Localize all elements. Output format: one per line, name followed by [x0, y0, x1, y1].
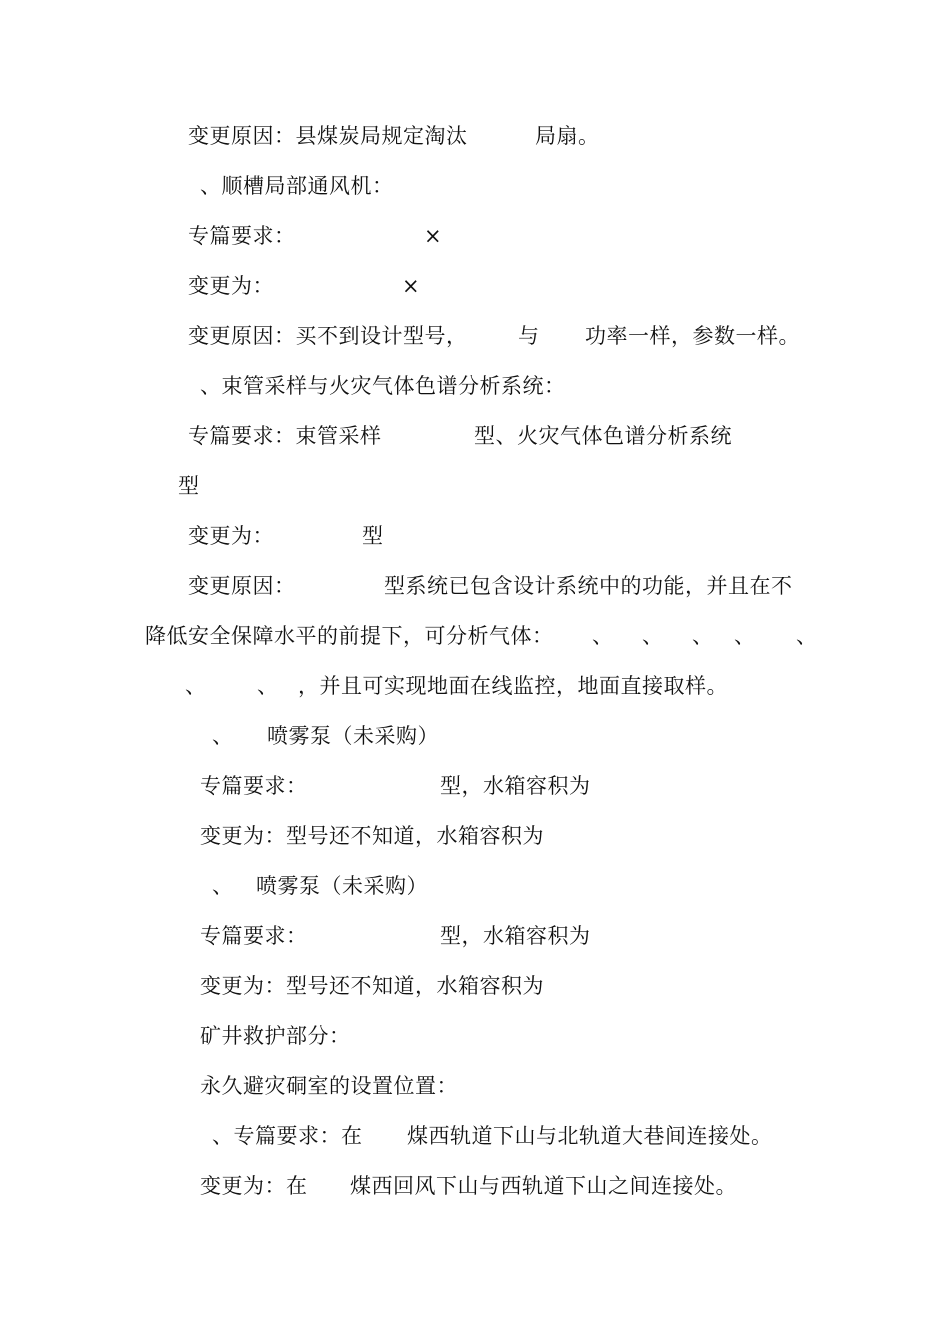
text-line: 变更原因： — [188, 574, 296, 598]
text-line: 型 — [362, 524, 384, 548]
text-line: 专篇要求： — [200, 924, 308, 948]
text-line: 型，水箱容积为 — [440, 774, 591, 798]
section-heading: 永久避灾硐室的设置位置： — [200, 1074, 458, 1098]
text-line: 型，水箱容积为 — [440, 924, 591, 948]
text-line: 、 — [734, 624, 756, 648]
text-line: 煤西轨道下山与北轨道大巷间连接处。 — [407, 1124, 773, 1148]
text-line: 专篇要求： — [200, 774, 308, 798]
section-heading: 、顺槽局部通风机： — [200, 174, 394, 198]
text-line: 、 — [642, 624, 664, 648]
text-line: 变更为：型号还不知道，水箱容积为 — [200, 824, 544, 848]
text-line: 功率一样，参数一样。 — [585, 324, 800, 348]
text-line: 、 — [692, 624, 714, 648]
text-line: 局扇。 — [535, 124, 600, 148]
text-line: 、专篇要求：在 — [212, 1124, 363, 1148]
text-line: 型系统已包含设计系统中的功能，并且在不 — [384, 574, 793, 598]
text-line: 变更为： — [188, 274, 274, 298]
text-line: 变更原因：县煤炭局规定淘汰 — [188, 124, 468, 148]
section-heading: 喷雾泵（未采购） — [267, 724, 439, 748]
text-line: 专篇要求： — [188, 224, 296, 248]
section-heading: 、 — [212, 724, 234, 748]
text-line: 、 — [185, 674, 207, 698]
text-line: × — [402, 274, 421, 298]
text-line: 、 — [796, 624, 818, 648]
text-line: 、 — [257, 674, 279, 698]
text-line: ，并且可实现地面在线监控，地面直接取样。 — [298, 674, 728, 698]
text-line: 煤西回风下山与西轨道下山之间连接处。 — [350, 1174, 737, 1198]
text-line: 变更为：型号还不知道，水箱容积为 — [200, 974, 544, 998]
text-line: 型 — [178, 474, 200, 498]
text-line: 型、火灾气体色谱分析系统 — [474, 424, 732, 448]
section-heading: 、束管采样与火灾气体色谱分析系统： — [200, 374, 566, 398]
text-line: 与 — [518, 324, 540, 348]
section-heading: 、 — [212, 874, 234, 898]
text-line: × — [424, 224, 443, 248]
text-line: 变更原因：买不到设计型号， — [188, 324, 468, 348]
text-line: 专篇要求：束管采样 — [188, 424, 382, 448]
section-heading: 矿井救护部分： — [200, 1024, 351, 1048]
section-heading: 喷雾泵（未采购） — [256, 874, 428, 898]
text-line: 变更为：在 — [200, 1174, 308, 1198]
text-line: 降低安全保障水平的前提下，可分析气体： — [145, 624, 554, 648]
text-line: 、 — [592, 624, 614, 648]
text-line: 变更为： — [188, 524, 274, 548]
